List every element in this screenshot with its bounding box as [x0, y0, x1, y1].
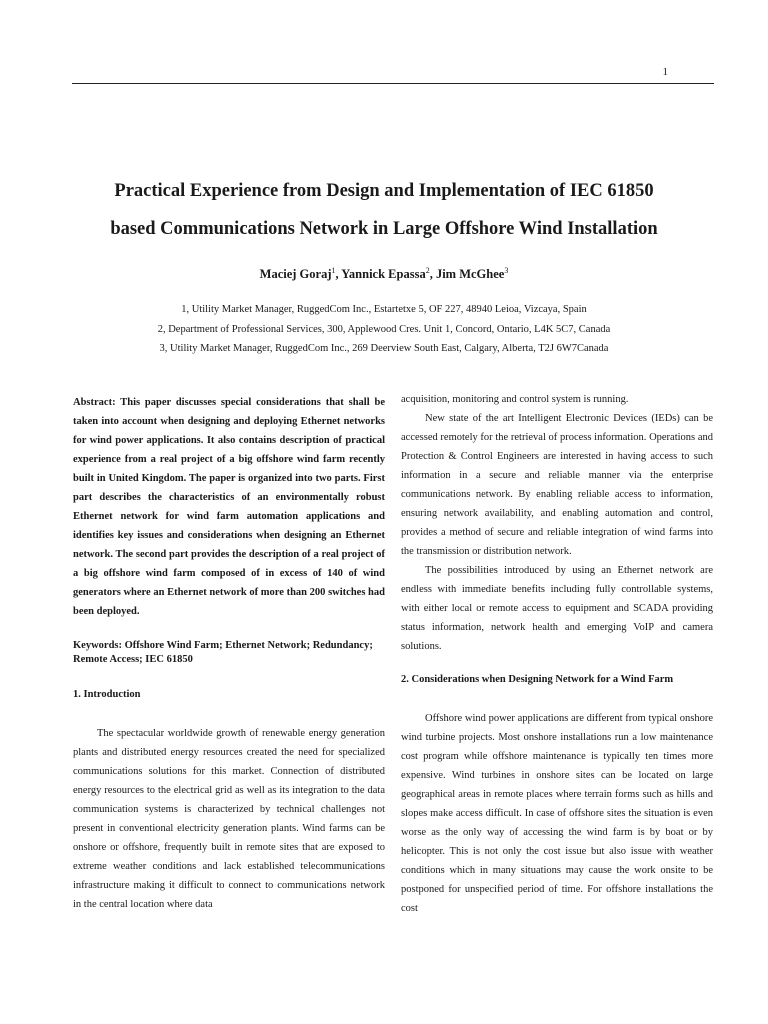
introduction-paragraph: The spectacular worldwide growth of renewable energy generation plants and distributed energy resources created the need for specialized communications solutions for this market. Connection of distributed energy resources to the electrical grid as well as its integration to the data communication systems is characterized by technical challenges not present in conventional electricity generation plants. Wind farms can be onshore or offshore, frequently built in remote sites that are exposed to extreme weather conditions and lack established telecommunications infrastructure making it difficult to connect to communications network in the central location where data	[73, 728, 385, 910]
paper-title	[40, 172, 728, 248]
author-list	[40, 262, 728, 283]
author-separator: ,	[335, 267, 342, 282]
affiliation-line: 2, Department of Professional Services, 300, Applewood Cres. Unit 1, Concord, Ontario, L4K 5C7, Canada	[157, 323, 611, 335]
affiliation-line: 3, Utility Market Manager, RuggedCom Inc., 269 Deerview South East, Calgary, Alberta, T2J 6W7Canada	[159, 343, 609, 354]
keywords-text: Keywords: Offshore Wind Farm; Ethernet Network; Redundancy; Remote Access; IEC 61850	[73, 640, 373, 665]
title-line-1: Practical Experience from Design and Implementation of IEC 61850	[114, 181, 654, 201]
section-2-paragraph: Offshore wind power applications are different from typical onshore wind turbine projects. Most onshore installations run a low maintenance cost program while offshore maintenance is typically ten times more expensive. Wind turbines in onshore sites can be located on large geographical areas in remote places where terrain forms such as hills and slopes make access difficult. In case of offshore sites the situation is even worse as the only way of accessing the wind farm is by boat or by helicopter. This is not only the cost issue but also issue with weather conditions which in many situations may cause the work onsite to be postponed for unspecified period of time. For offshore installations the cost	[401, 713, 713, 914]
ethernet-benefits-paragraph: The possibilities introduced by using an Ethernet network are endless with immediate benefits including fully controllable systems, with either local or remote access to equipment and SCADA providing status information, network health and emerging VoIP and camera solutions.	[401, 565, 713, 652]
affiliation-list	[40, 300, 728, 359]
author-name: Yannick Epassa	[341, 267, 426, 282]
left-column	[73, 393, 385, 914]
title-line-2: based Communications Network in Large Offshore Wind Installation	[110, 219, 658, 239]
section-2-heading: 2. Considerations when Designing Network for a Wind Farm	[401, 674, 674, 685]
author-name: Maciej Goraj	[259, 267, 332, 282]
right-column	[401, 390, 713, 918]
author-name: Jim McGhee	[435, 267, 505, 282]
author-affiliation-mark: 1	[331, 266, 336, 275]
author-separator: ,	[429, 267, 436, 282]
author-affiliation-mark: 2	[425, 266, 430, 275]
ied-paragraph: New state of the art Intelligent Electronic Devices (IEDs) can be accessed remotely for the retrieval of process information. Operations and Protection & Control Engineers are interested in having access to such information in a secure and reliable manner via the enterprise communications network. By enabling reliable access to information, ensuring network availability, and enabling automation and control, provides a method of secure and reliable integration of wind farms into the transmission or distribution network.	[401, 413, 713, 557]
continuation-text: acquisition, monitoring and control system is running.	[401, 394, 629, 405]
section-1-heading: 1. Introduction	[73, 689, 141, 700]
affiliation-line: 1, Utility Market Manager, RuggedCom Inc., Estartetxe 5, OF 227, 48940 Leioa, Vizcaya, Spain	[181, 304, 587, 315]
page-number: 1	[662, 66, 668, 78]
abstract-text: Abstract: This paper discusses special considerations that shall be taken into account when designing and deploying Ethernet networks for wind power applications. It also contains description of practical experience from a real project of a big offshore wind farm recently built in United Kingdom. The paper is organized into two parts. First part describes the characteristics of an environmentally robust Ethernet network for wind farm automation applications and identifies key issues and considerations when designing an Ethernet network. The second part provides the description of a real project of a big offshore wind farm composed of in excess of 140 of wind generators where an Ethernet network of more than 200 switches had been deployed.	[73, 397, 385, 617]
author-affiliation-mark: 3	[504, 266, 509, 275]
header-rule	[72, 83, 714, 84]
